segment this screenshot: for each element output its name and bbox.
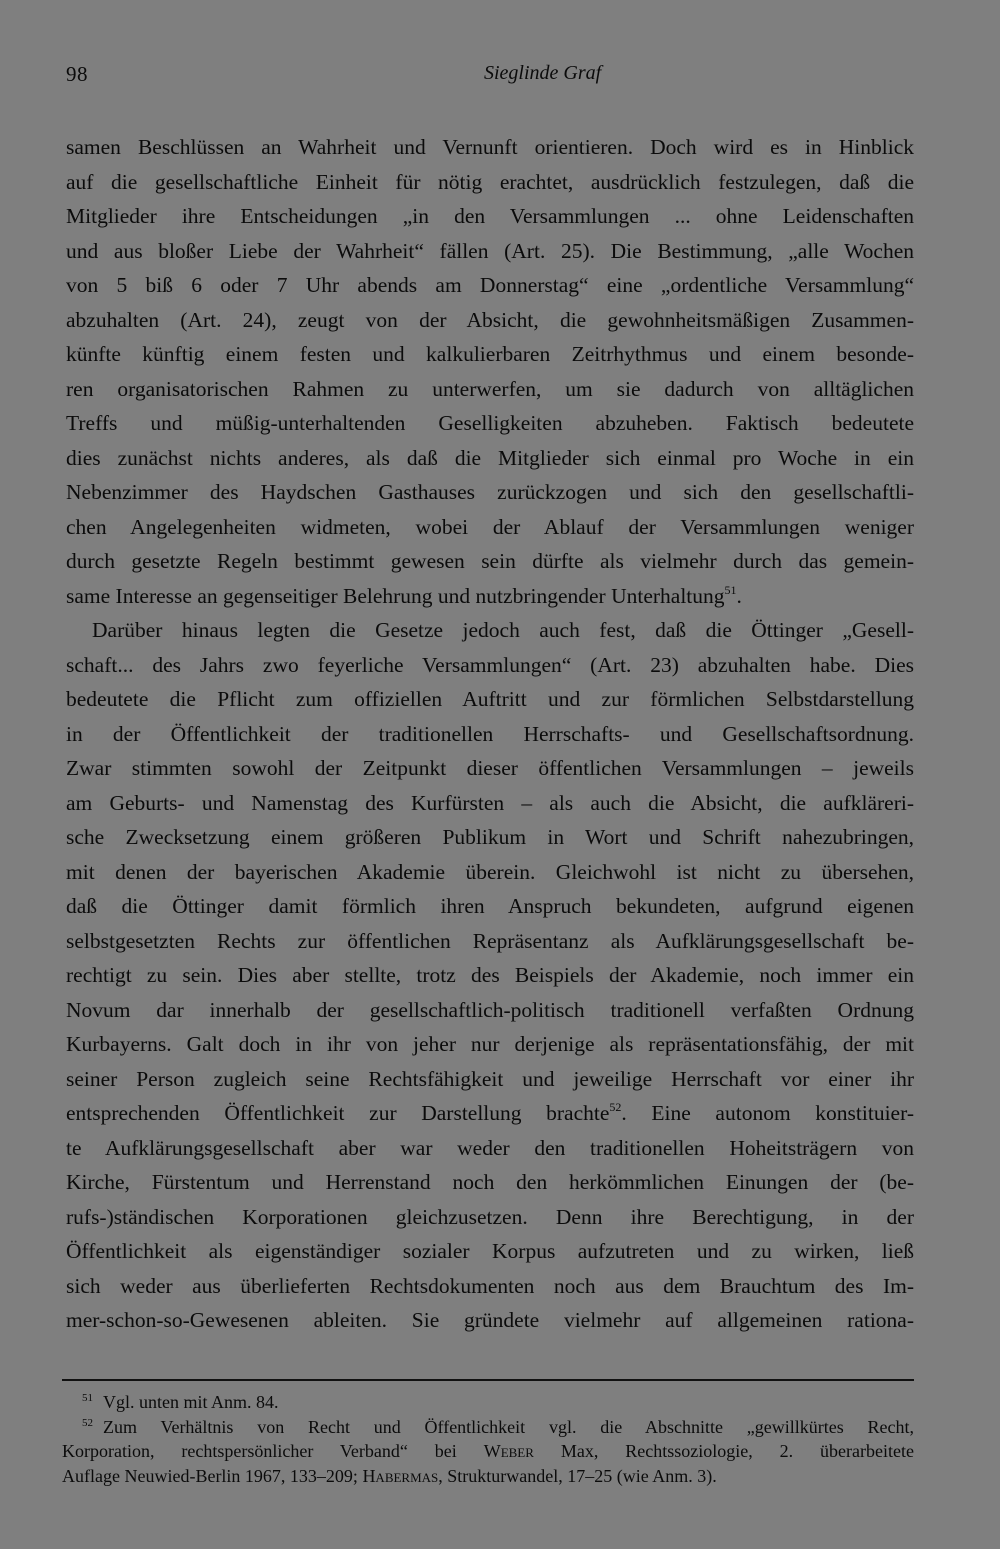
author-name: Weber (483, 1441, 534, 1461)
text-line: durch gesetzte Regeln bestimmt gewesen sein dürfte als vielmehr durch das gemein- (66, 549, 914, 573)
footnote-52-line (62, 1464, 914, 1489)
author-name: Habermas (362, 1465, 439, 1486)
text-line: mer-schon-so-Gewesenen ableiten. Sie gründete vielmehr auf allgemeinen rationa- (66, 1308, 914, 1332)
text-line: entsprechenden Öffentlichkeit zur Darstellung brachte (66, 1101, 610, 1125)
text-line: daß die Öttinger damit förmlich ihren Anspruch bekundeten, aufgrund eigenen (66, 894, 914, 918)
text-line: Treffs und müßig-unterhaltenden Geselligkeiten abzuheben. Faktisch bedeutete (66, 411, 914, 435)
text-line: und aus bloßer Liebe der Wahrheit“ fällen (Art. 25). Die Bestimmung, „alle Wochen (66, 238, 914, 263)
text-line: auf die gesellschaftliche Einheit für nötig erachtet, ausdrücklich festzulegen, daß die (66, 169, 914, 194)
text-line: rufs-)ständischen Korporationen gleichzusetzen. Denn ihre Berechtigung, in der (66, 1204, 914, 1229)
text-line: samen Beschlüssen an Wahrheit und Vernunft orientieren. Doch wird es in Hinblick (66, 135, 914, 159)
text-line-tail: . Eine autonom konstituier- (621, 1101, 914, 1125)
text-line: selbstgesetzten Rechts zur öffentlichen Repräsentanz als Aufklärungsgesellschaft be- (66, 928, 914, 953)
text-line: mit denen der bayerischen Akademie überein. Gleichwohl ist nicht zu übersehen, (66, 859, 914, 884)
paragraph-end-line (66, 579, 914, 614)
text-line: von 5 biß 6 oder 7 Uhr abends am Donnerstag“ eine „ordentliche Versammlung“ (66, 273, 914, 297)
text-line: in der Öffentlichkeit der traditionellen Herrschafts- und Gesellschaftsordnung. (66, 721, 914, 746)
text-line: ren organisatorischen Rahmen zu unterwerfen, um sie dadurch von alltäglichen (66, 376, 914, 401)
running-head-author: Sieglinde Graf (484, 62, 602, 84)
footnote-text: Vgl. unten mit Anm. 84. (103, 1392, 279, 1412)
footnote-52-line (62, 1439, 914, 1464)
paragraph-start-line: Darüber hinaus legten die Gesetze jedoch auch fest, daß die Öttinger „Gesell- (92, 618, 914, 642)
text-line: seiner Person zugleich seine Rechtsfähigkeit und jeweilige Herrschaft vor einer ihr (66, 1066, 914, 1091)
text-line: am Geburts- und Namenstag des Kurfürsten – als auch die Absicht, die aufkläreri- (66, 790, 914, 815)
page-header (66, 62, 914, 92)
text-line: Mitglieder ihre Entscheidungen „in den Versammlungen ... ohne Leidenschaften (66, 204, 914, 228)
text-line: Zwar stimmten sowohl der Zeitpunkt dieser öffentlichen Versammlungen – jeweils (66, 756, 914, 780)
footnote-text: Korporation, rechtspersönlicher Verband“ bei (62, 1441, 484, 1461)
text-line: Kirche, Fürstentum und Herrenstand noch den herkömmlichen Einungen der (be- (66, 1170, 914, 1194)
text-line: Öffentlichkeit als eigenständiger sozialer Korpus aufzutreten und zu wirken, ließ (66, 1239, 914, 1263)
footnotes (62, 1390, 914, 1488)
footnote-divider (62, 1379, 914, 1381)
text-line: Novum dar innerhalb der gesellschaftlich-politisch traditionell verfaßten Ordnung (66, 997, 914, 1022)
text-line: te Aufklärungsgesellschaft aber war weder den traditionellen Hoheitsträgern von (66, 1135, 914, 1160)
text-line-tail: . (736, 583, 742, 608)
body-text (66, 130, 914, 1338)
text-line: sche Zwecksetzung einem größeren Publikum in Wort und Schrift nahezubringen, (66, 825, 914, 849)
text-line-with-note (66, 1096, 914, 1131)
footnote-mark-52[interactable]: 52 (609, 1100, 622, 1114)
footnote-number: 51 (82, 1392, 93, 1404)
text-line: same Interesse an gegenseitiger Belehrung und nutzbringender Unterhaltung (66, 583, 725, 608)
footnote-52 (62, 1415, 914, 1440)
text-line: dies zunächst nichts anderes, als daß die Mitglieder sich einmal pro Woche in ein (66, 445, 914, 470)
text-line: Nebenzimmer des Haydschen Gasthauses zurückzogen und sich den gesellschaftli- (66, 480, 914, 504)
text-line: bedeutete die Pflicht zum offiziellen Auftritt und zur förmlichen Selbstdarstellung (66, 687, 914, 711)
text-line: sich weder aus überlieferten Rechtsdokumenten noch aus dem Brauchtum des Im- (66, 1273, 914, 1298)
text-line: Kurbayerns. Galt doch in ihr von jeher nur derjenige als repräsentationsfähig, der mit (66, 1032, 914, 1056)
footnote-text: Auflage Neuwied-Berlin 1967, 133–209; (62, 1465, 363, 1486)
text-line: rechtigt zu sein. Dies aber stellte, trotz des Beispiels der Akademie, noch immer ein (66, 963, 914, 987)
text-line: künfte künftig einem festen und kalkulierbaren Zeitrhythmus und einem besonde- (66, 342, 914, 366)
footnote-text: , Strukturwandel, 17–25 (wie Anm. 3). (438, 1465, 717, 1486)
page-number: 98 (66, 62, 88, 86)
footnote-text: Zum Verhältnis von Recht und Öffentlichkeit vgl. die Abschnitte „gewillkürtes Recht, (103, 1416, 914, 1437)
text-line: chen Angelegenheiten widmeten, wobei der Ablauf der Versammlungen weniger (66, 514, 914, 539)
text-line: abzuhalten (Art. 24), zeugt von der Absicht, die gewohnheitsmäßigen Zusammen- (66, 307, 914, 332)
footnote-51 (62, 1390, 914, 1415)
footnote-mark-51[interactable]: 51 (724, 582, 737, 597)
footnote-text: Max, Rechtssoziologie, 2. überarbeitete (533, 1441, 914, 1461)
text-line: schaft... des Jahrs zwo feyerliche Versammlungen“ (Art. 23) abzuhalten habe. Dies (66, 652, 914, 677)
footnote-number: 52 (82, 1416, 93, 1429)
